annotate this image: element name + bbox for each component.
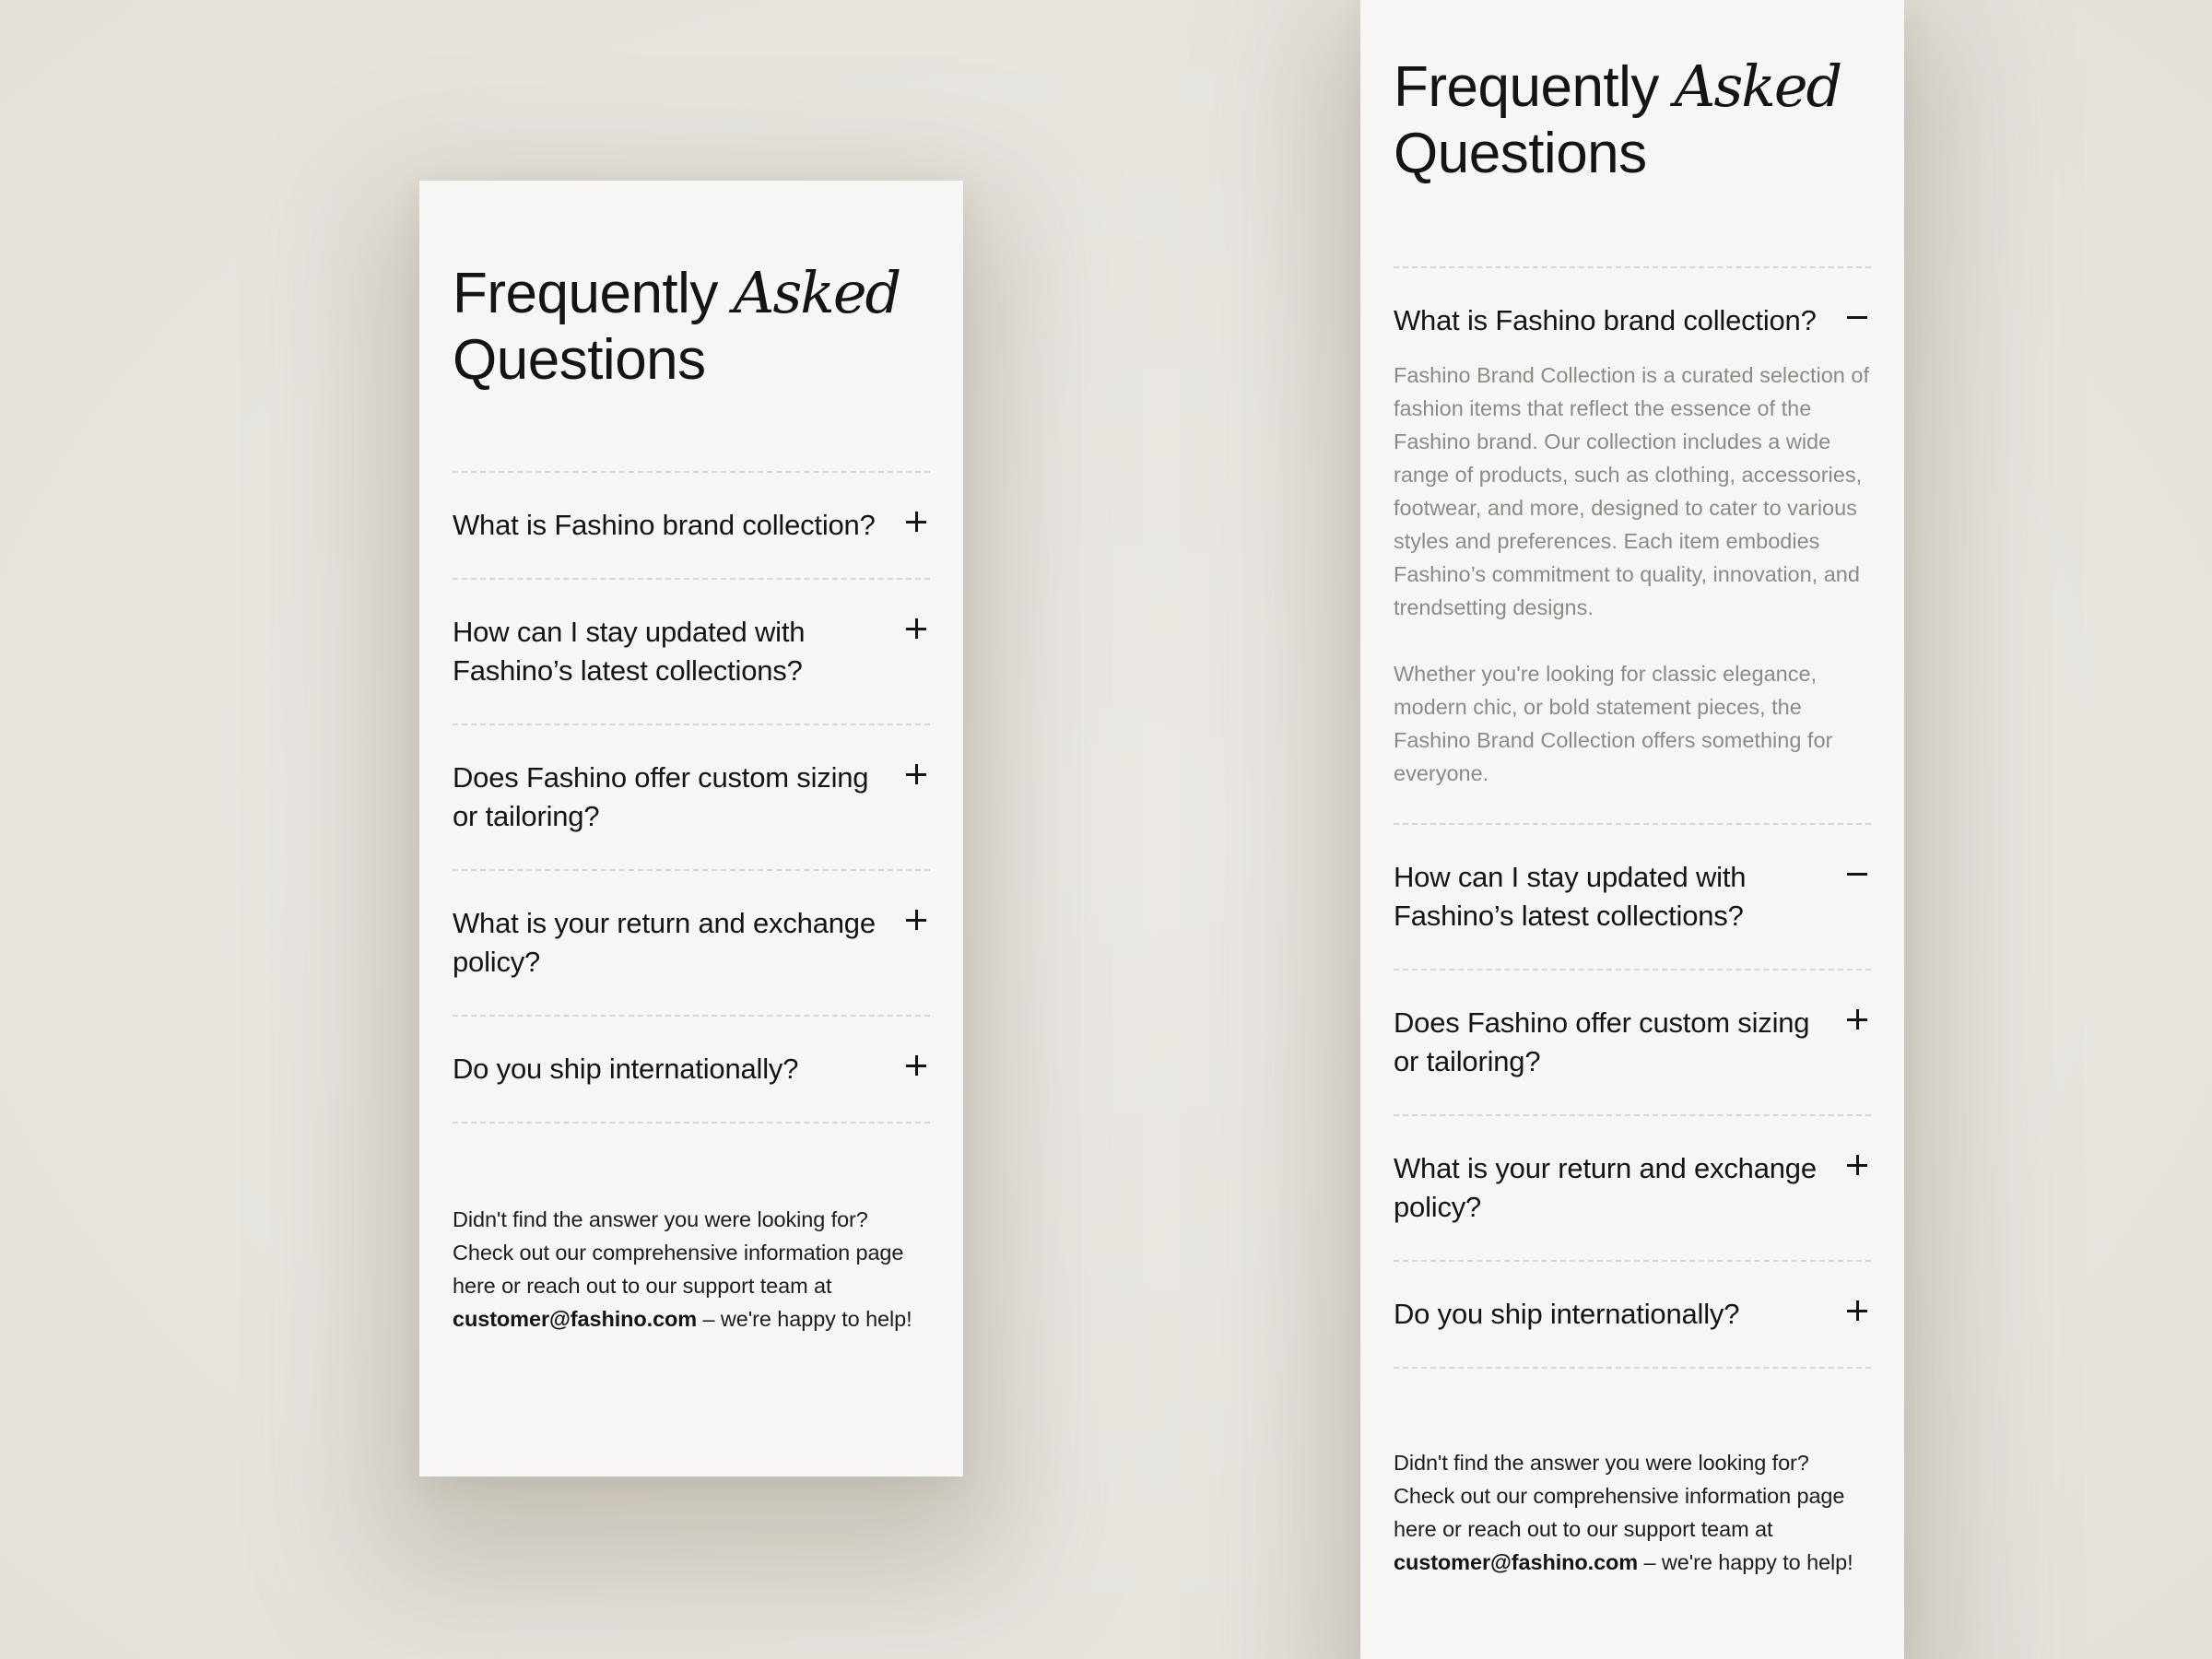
plus-icon[interactable] bbox=[906, 910, 926, 930]
faq-question-row[interactable] bbox=[453, 904, 930, 982]
minus-icon[interactable] bbox=[1847, 864, 1867, 884]
plus-icon[interactable] bbox=[906, 764, 926, 784]
plus-icon[interactable] bbox=[1847, 1300, 1867, 1321]
faq-panel-expanded bbox=[1360, 0, 1904, 1659]
plus-icon[interactable] bbox=[906, 1055, 926, 1076]
faq-list bbox=[453, 471, 930, 1124]
help-text bbox=[1394, 1446, 1871, 1579]
plus-icon[interactable] bbox=[1847, 1155, 1867, 1175]
faq-answer bbox=[1394, 359, 1871, 790]
faq-question-row[interactable] bbox=[453, 759, 930, 836]
title-line1: Frequently bbox=[1394, 55, 1659, 119]
faq-item bbox=[1394, 825, 1871, 971]
minus-icon[interactable] bbox=[1847, 307, 1867, 327]
faq-item bbox=[1394, 971, 1871, 1116]
title-line1: Frequently bbox=[453, 262, 718, 325]
faq-question: What is Fashino brand collection? bbox=[1394, 304, 1817, 336]
faq-question: How can I stay updated with Fashino’s latest collections? bbox=[1394, 861, 1747, 932]
support-email-link[interactable]: customer@fashino.com bbox=[453, 1307, 698, 1331]
faq-question-row[interactable] bbox=[453, 613, 930, 690]
faq-question-row[interactable] bbox=[1394, 1004, 1871, 1081]
faq-question: Does Fashino offer custom sizing or tailoring? bbox=[453, 761, 869, 832]
title-italic: Asked bbox=[1674, 53, 1841, 120]
faq-question-row[interactable] bbox=[1394, 1295, 1871, 1334]
faq-question: How can I stay updated with Fashino’s latest collections? bbox=[453, 616, 806, 687]
title-italic: Asked bbox=[733, 259, 900, 326]
faq-question: Does Fashino offer custom sizing or tailoring? bbox=[1394, 1006, 1810, 1077]
faq-item bbox=[453, 725, 930, 871]
plus-icon[interactable] bbox=[906, 618, 926, 639]
faq-question: Do you ship internationally? bbox=[453, 1053, 799, 1085]
faq-question-row[interactable] bbox=[1394, 1149, 1871, 1227]
faq-item bbox=[1394, 1262, 1871, 1369]
title-line2: Questions bbox=[1394, 122, 1647, 185]
faq-panel-collapsed bbox=[419, 181, 963, 1477]
faq-item bbox=[453, 580, 930, 725]
faq-list bbox=[1394, 266, 1871, 1369]
faq-question-row[interactable] bbox=[1394, 301, 1871, 340]
plus-icon[interactable] bbox=[1847, 1009, 1867, 1030]
faq-question: What is Fashino brand collection? bbox=[453, 509, 876, 541]
faq-question: What is your return and exchange policy? bbox=[1394, 1152, 1817, 1223]
page-title bbox=[453, 181, 930, 394]
help-text bbox=[453, 1203, 930, 1335]
faq-question: What is your return and exchange policy? bbox=[453, 907, 876, 978]
help-suffix: – we're happy to help! bbox=[697, 1307, 912, 1331]
support-email-link[interactable]: customer@fashino.com bbox=[1394, 1550, 1639, 1574]
help-message: Didn't find the answer you were looking for? Check out our comprehensive information page here or reach out to our support team at bbox=[453, 1207, 904, 1298]
faq-question: Do you ship internationally? bbox=[1394, 1298, 1740, 1330]
faq-item bbox=[453, 1017, 930, 1124]
faq-question-row[interactable] bbox=[453, 1050, 930, 1088]
faq-answer-paragraph: Fashino Brand Collection is a curated selection of fashion items that reflect the essence of the Fashino brand. Our collection includes a wide range of products, such as clothing, accessories, footwear, and more, designed to cater to various styles and preferences. Each item embodies Fashino’s commitment to quality, innovation, and trendsetting designs. bbox=[1394, 363, 1869, 619]
page-title bbox=[1394, 0, 1871, 187]
title-line2: Questions bbox=[453, 328, 706, 392]
faq-question-row[interactable] bbox=[1394, 858, 1871, 935]
help-suffix: – we're happy to help! bbox=[1638, 1550, 1853, 1574]
faq-answer-paragraph: Whether you're looking for classic elegance, modern chic, or bold statement pieces, the Fashino Brand Collection offers something for everyone. bbox=[1394, 662, 1833, 785]
plus-icon[interactable] bbox=[906, 512, 926, 532]
faq-question-row[interactable] bbox=[453, 506, 930, 545]
faq-item-expanded bbox=[1394, 268, 1871, 825]
faq-item bbox=[453, 871, 930, 1017]
faq-item bbox=[453, 473, 930, 580]
faq-item bbox=[1394, 1116, 1871, 1262]
help-message: Didn't find the answer you were looking for? Check out our comprehensive information page here or reach out to our support team at bbox=[1394, 1451, 1845, 1541]
